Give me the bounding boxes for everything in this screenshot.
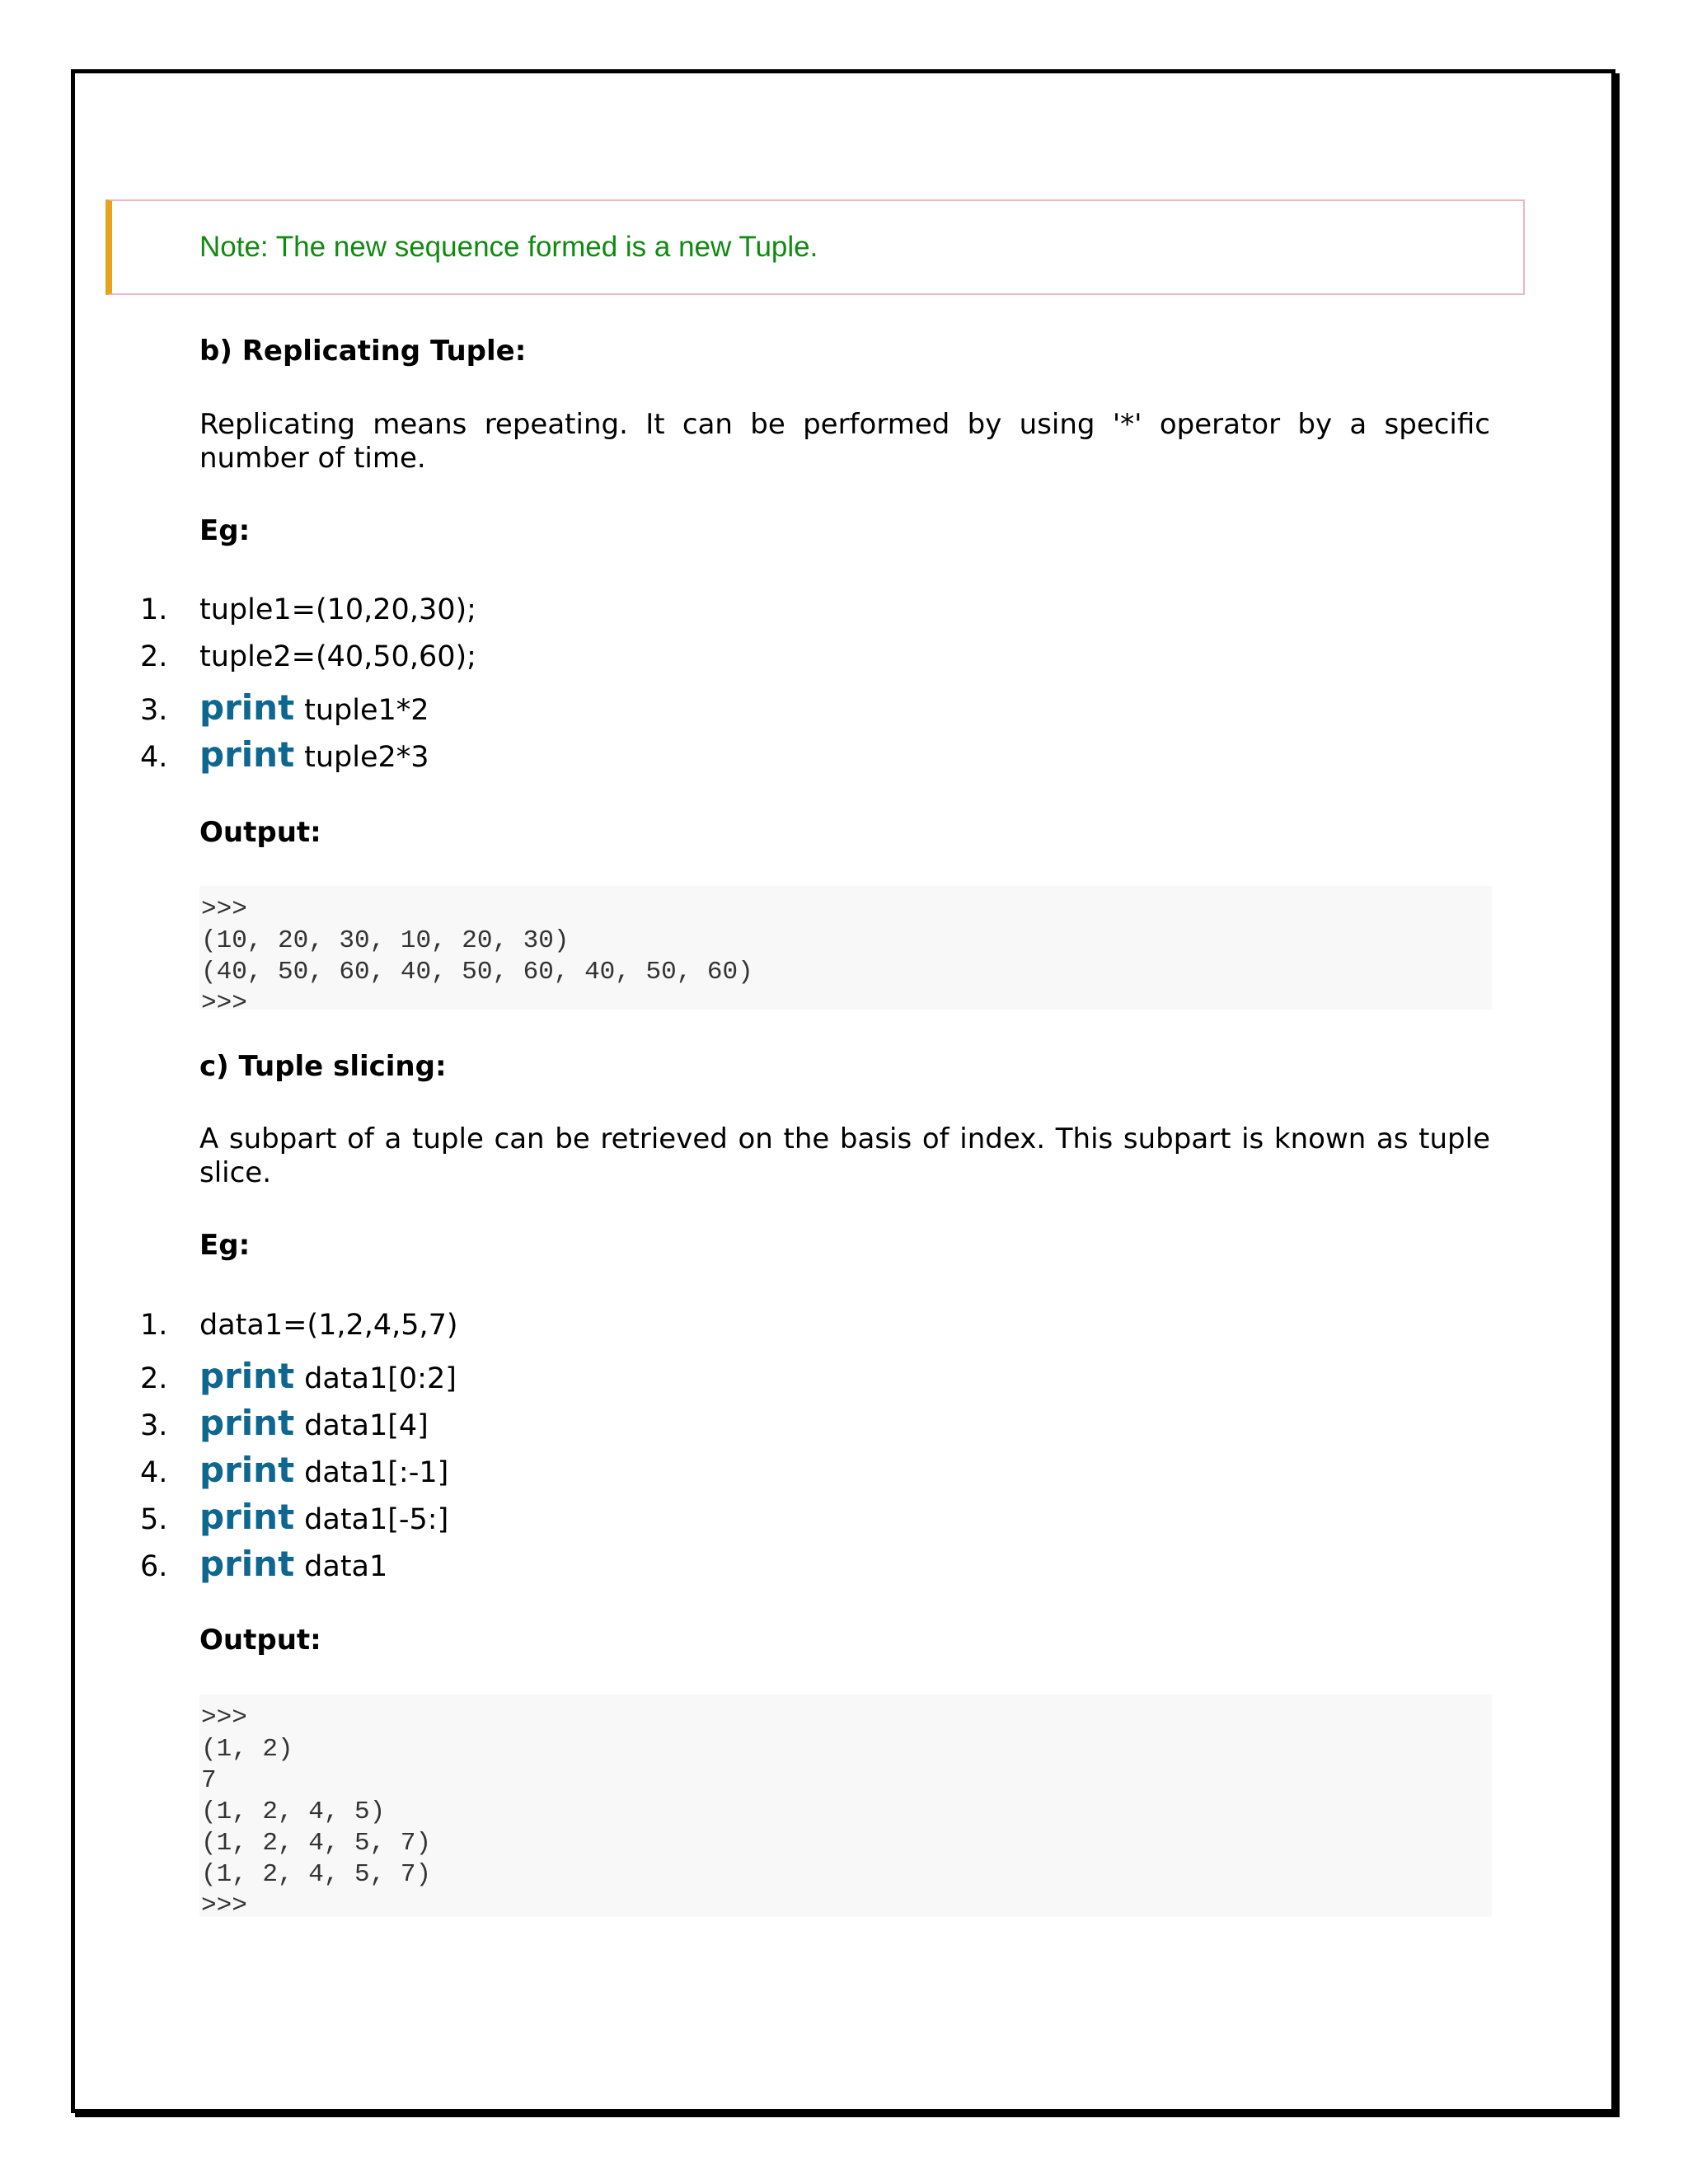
- code-text: data1[-5:]: [304, 1503, 449, 1536]
- print-keyword: print: [199, 734, 295, 775]
- line-number: 5.: [140, 1503, 168, 1536]
- code-line: [140, 1309, 458, 1356]
- code-line: [140, 1356, 458, 1403]
- line-number: 3.: [140, 1409, 168, 1442]
- print-keyword: print: [199, 1356, 295, 1396]
- section-b-output-block: >>> (10, 20, 30, 10, 20, 30) (40, 50, 60, 40, 50, 60, 40, 50, 60) >>>: [199, 886, 1492, 1010]
- section-c-description: A subpart of a tuple can be retrieved on the basis of index. This subpart is known as tuple slice.: [199, 1122, 1490, 1189]
- print-keyword: print: [199, 687, 295, 728]
- section-c-eg-label: Eg:: [199, 1229, 251, 1262]
- code-line: [140, 593, 476, 640]
- code-line: [140, 1544, 458, 1591]
- section-c-code-list: [140, 1309, 458, 1591]
- line-number: 4.: [140, 1456, 168, 1489]
- section-c-output-block: >>> (1, 2) 7 (1, 2, 4, 5) (1, 2, 4, 5, 7) (1, 2, 4, 5, 7) >>>: [199, 1694, 1492, 1917]
- line-number: 2.: [140, 640, 168, 673]
- section-b-output-label: Output:: [199, 816, 321, 849]
- code-line: [140, 1450, 458, 1497]
- line-number: 4.: [140, 741, 168, 774]
- section-c-output-label: Output:: [199, 1624, 321, 1657]
- print-keyword: print: [199, 1403, 295, 1443]
- code-line: [140, 734, 476, 781]
- line-number: 3.: [140, 694, 168, 727]
- note-text: Note: The new sequence formed is a new Tuple.: [199, 231, 818, 263]
- code-text: tuple2=(40,50,60);: [199, 640, 476, 673]
- print-keyword: print: [199, 1544, 295, 1584]
- line-number: 2.: [140, 1362, 168, 1395]
- code-text: data1: [304, 1550, 388, 1583]
- code-text: tuple1=(10,20,30);: [199, 593, 476, 626]
- code-text: tuple1*2: [304, 694, 429, 727]
- line-number: 6.: [140, 1550, 168, 1583]
- section-b-eg-label: Eg:: [199, 514, 251, 547]
- section-c-heading: c) Tuple slicing:: [199, 1050, 447, 1083]
- code-line: [140, 1497, 458, 1544]
- section-b-heading: b) Replicating Tuple:: [199, 335, 527, 368]
- code-text: data1[4]: [304, 1409, 429, 1442]
- section-b-description: Replicating means repeating. It can be performed by using '*' operator by a specific number of time.: [199, 408, 1490, 475]
- line-number: 1.: [140, 1309, 168, 1342]
- print-keyword: print: [199, 1497, 295, 1537]
- code-line: [140, 1403, 458, 1450]
- code-line: [140, 687, 476, 734]
- code-line: [140, 640, 476, 687]
- line-number: 1.: [140, 593, 168, 626]
- code-text: data1=(1,2,4,5,7): [199, 1309, 458, 1342]
- code-text: tuple2*3: [304, 741, 429, 774]
- code-text: data1[:-1]: [304, 1456, 449, 1489]
- print-keyword: print: [199, 1450, 295, 1490]
- section-b-code-list: [140, 593, 476, 781]
- code-text: data1[0:2]: [304, 1362, 457, 1395]
